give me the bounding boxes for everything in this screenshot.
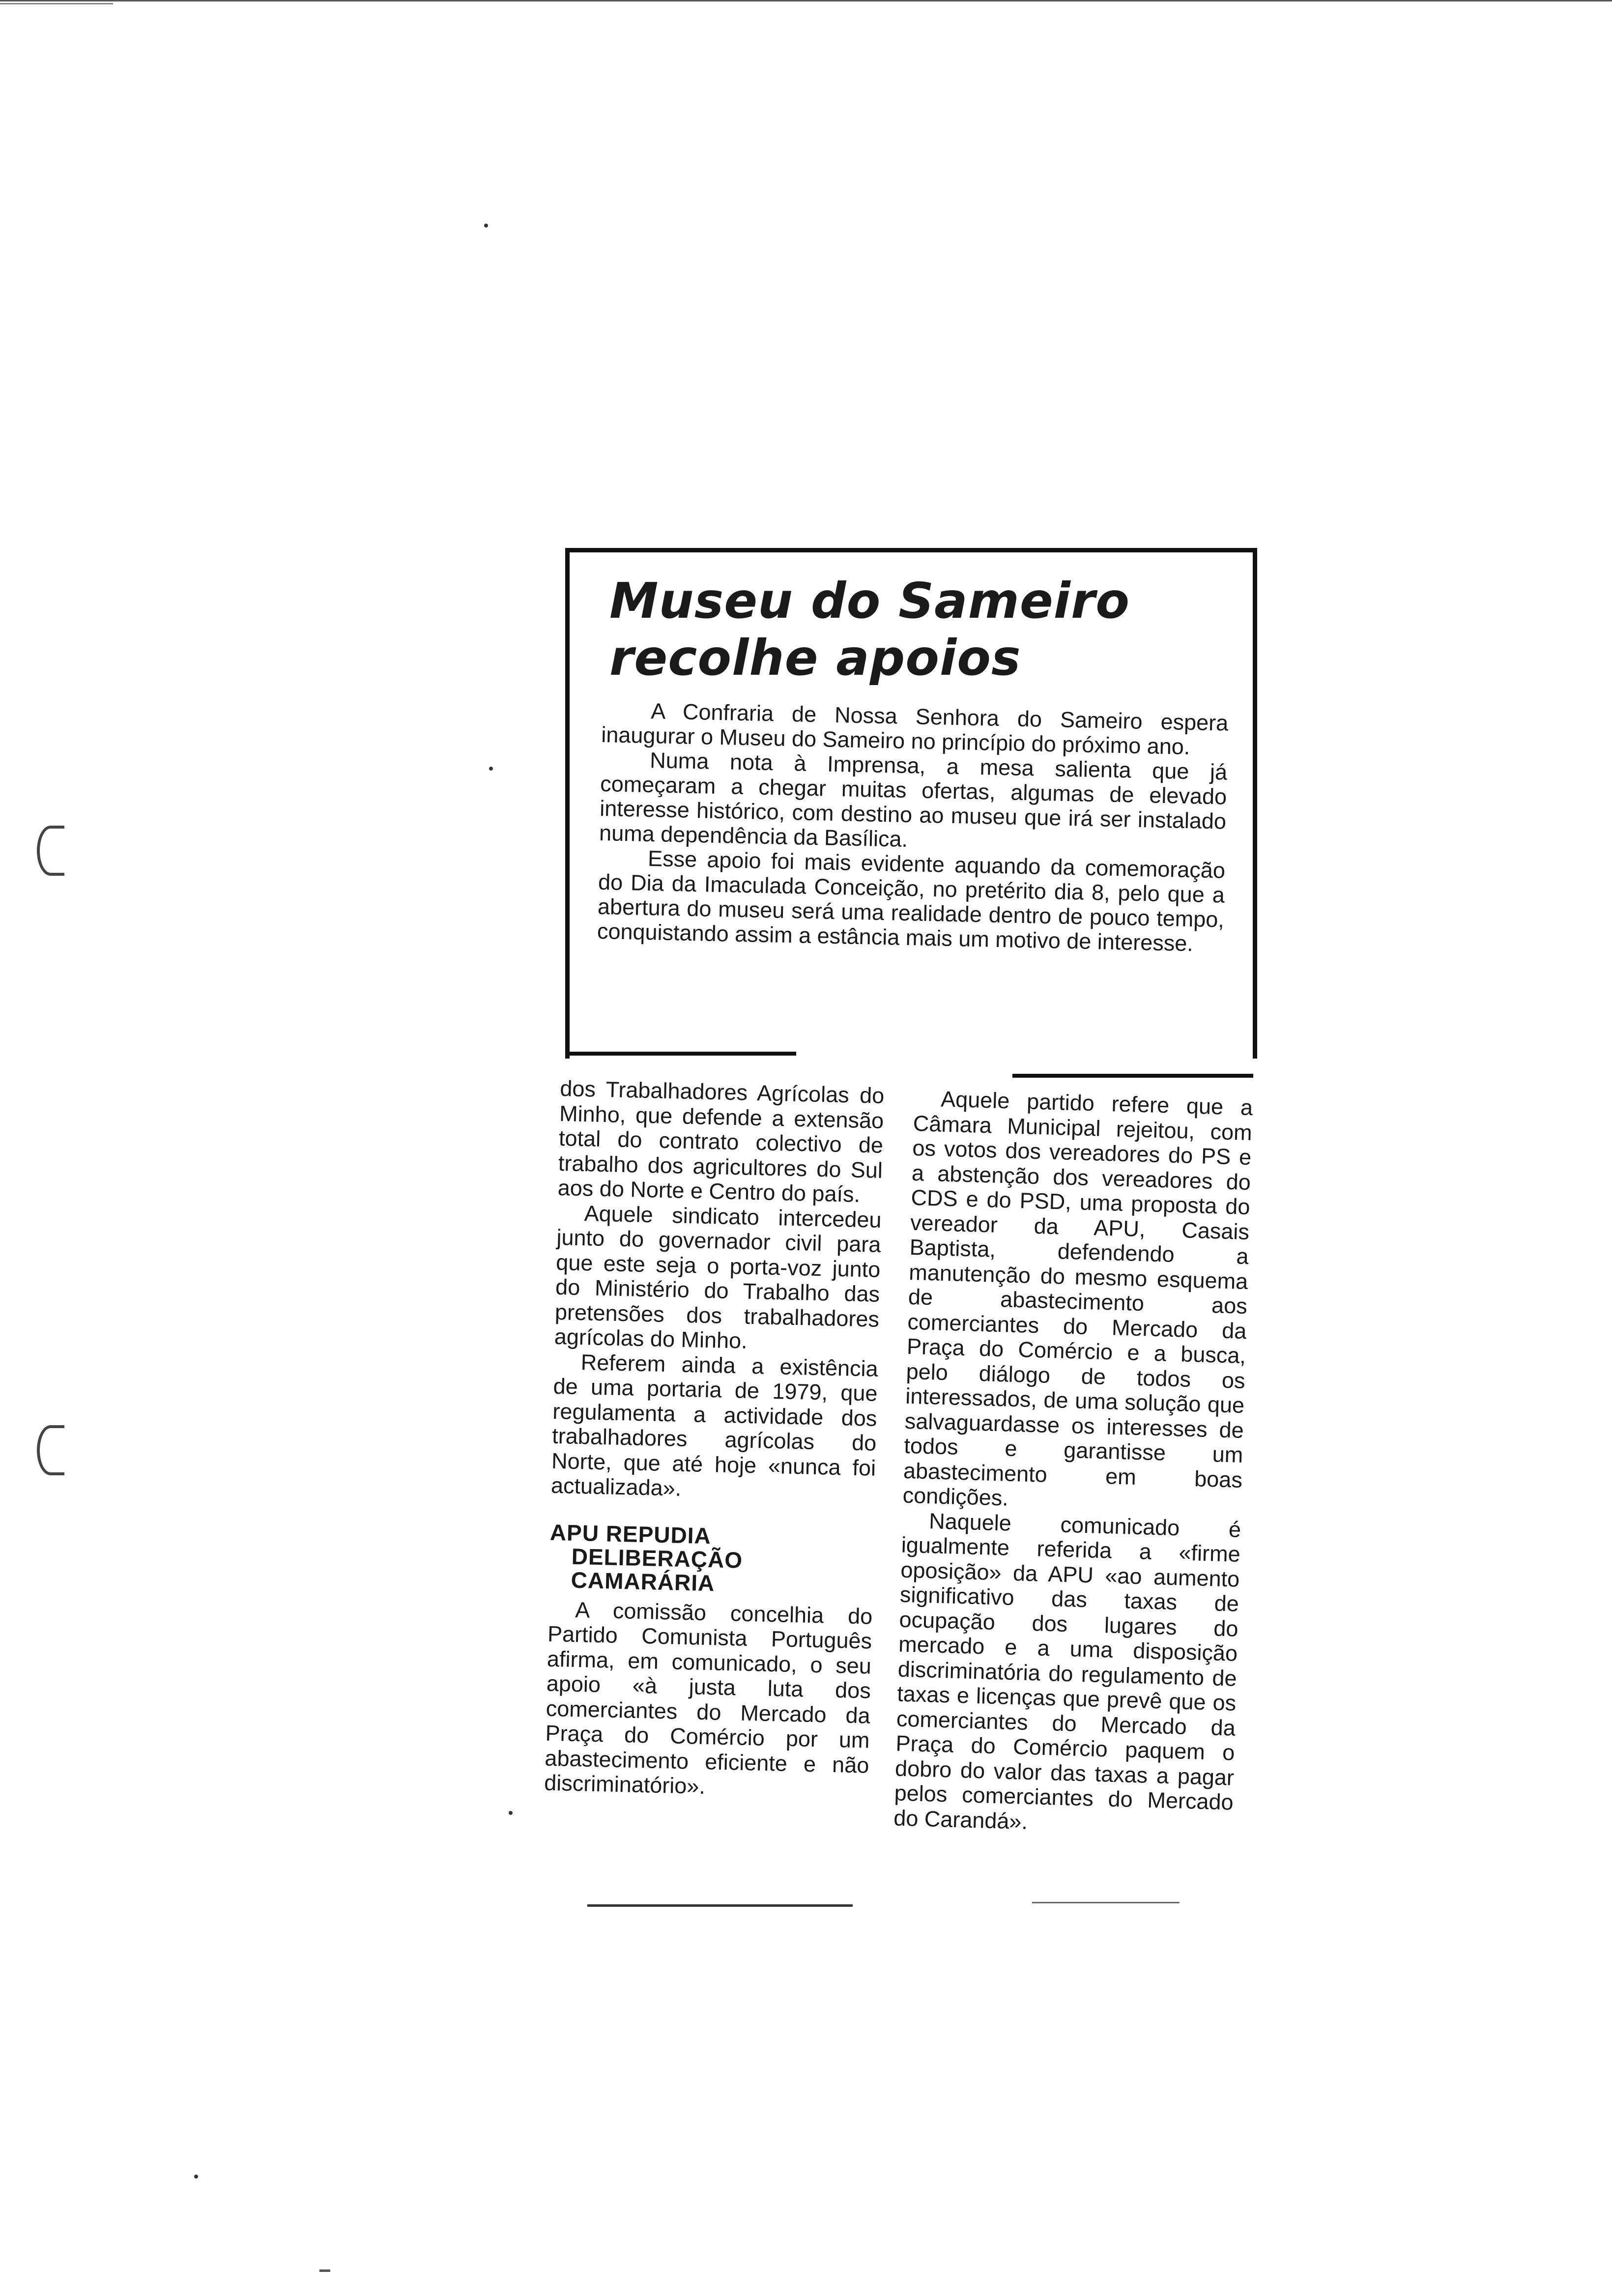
column-paragraph: Naquele comunicado é igualmente referida a «firme oposição» da APU «ao aumento significativo das taxas de ocupação dos lugares do mercado e a uma disposição discriminatória do regulamento de taxas e licenças que prevê que os comerciantes do Mercado da Praça do Comércio paquem o dobro do valor das taxas a pagar pelos comerciantes do Mercado do Carandá».: [893, 1508, 1241, 1834]
headline-line: Museu do Sameiro: [609, 572, 1130, 630]
article-box-bottom-rule: [1012, 1074, 1253, 1078]
subheading-line: APU REPUDIA: [549, 1519, 712, 1549]
section-subheading: [548, 1520, 874, 1598]
dust-speck: [194, 2175, 198, 2179]
dust-speck: [509, 1811, 513, 1815]
subheading-line: CAMARÁRIA: [571, 1567, 715, 1596]
scan-top-edge: [0, 0, 1612, 1]
subheading-line: DELIBERAÇÃO: [571, 1543, 743, 1573]
headline-line: recolhe apoios: [609, 629, 1021, 687]
binder-hole-mark: [37, 1425, 64, 1475]
right-column: [893, 1086, 1253, 1840]
column-paragraph: Aquele sindicato intercedeu junto do governador civil para que este seja o porta-voz junto do Ministério do Trabalho das pretensões dos trabalhadores agrícolas do Minho.: [554, 1200, 882, 1353]
dust-dash: [319, 2269, 330, 2272]
dust-speck: [489, 767, 493, 771]
column-paragraph: A comissão concelhia do Partido Comunista Português afirma, em comunicado, o seu apoio «à justa luta dos comerciantes do Mercado da Praça do Comércio por um abastecimento eficiente e não discriminatório».: [544, 1597, 873, 1799]
left-column: [544, 1076, 885, 1803]
article-headline: [609, 573, 1224, 687]
column-paragraph: Referem ainda a existência de uma portaria de 1979, que regulamenta a actividade dos trabalhadores agrícolas do Norte, que até hoje «nunca foi actualizada».: [550, 1349, 879, 1501]
box-paragraph: Numa nota à Imprensa, a mesa salienta que já começaram a chegar muitas ofertas, algumas de elevado interesse histórico, com destino ao museu que irá ser instalado numa dependência da Basílica.: [599, 747, 1228, 852]
column-paragraph: dos Trabalhadores Agrícolas do Minho, que defende a extensão total do contrato colectivo de trabalho dos agricultores do Sul aos do Norte e Centro do país.: [557, 1076, 885, 1207]
right-column-end-rule: [1032, 1902, 1180, 1903]
left-column-end-rule: [587, 1904, 853, 1907]
article-box-bottom-rule: [565, 1052, 796, 1056]
scan-top-edge-mark: [0, 3, 113, 4]
binder-hole-mark: [37, 826, 64, 876]
article-box-body: [597, 698, 1229, 957]
box-paragraph: Esse apoio foi mais evidente aquando da comemoração do Dia da Imaculada Conceição, no pretérito dia 8, pelo que a abertura do museu será uma realidade dentro de pouco tempo, conquistando assim a estância mais um motivo de interesse.: [597, 846, 1226, 956]
dust-speck: [484, 224, 488, 228]
box-paragraph: A Confraria de Nossa Senhora do Sameiro espera inaugurar o Museu do Sameiro no princípio do próximo ano.: [601, 698, 1229, 760]
column-paragraph: Aquele partido refere que a Câmara Municipal rejeitou, com os votos dos vereadores do PS e a abstenção dos vereadores do CDS e do PSD, uma proposta do vereador da APU, Casais Baptista, defendendo a manutenção do mesmo esquema de abastecimento aos comerciantes do Mercado da Praça do Comércio e a busca, pelo diálogo de todos os interessados, de uma solução que salvaguardasse os interesses de todos e garantisse um abastecimento em boas condições.: [902, 1086, 1253, 1511]
